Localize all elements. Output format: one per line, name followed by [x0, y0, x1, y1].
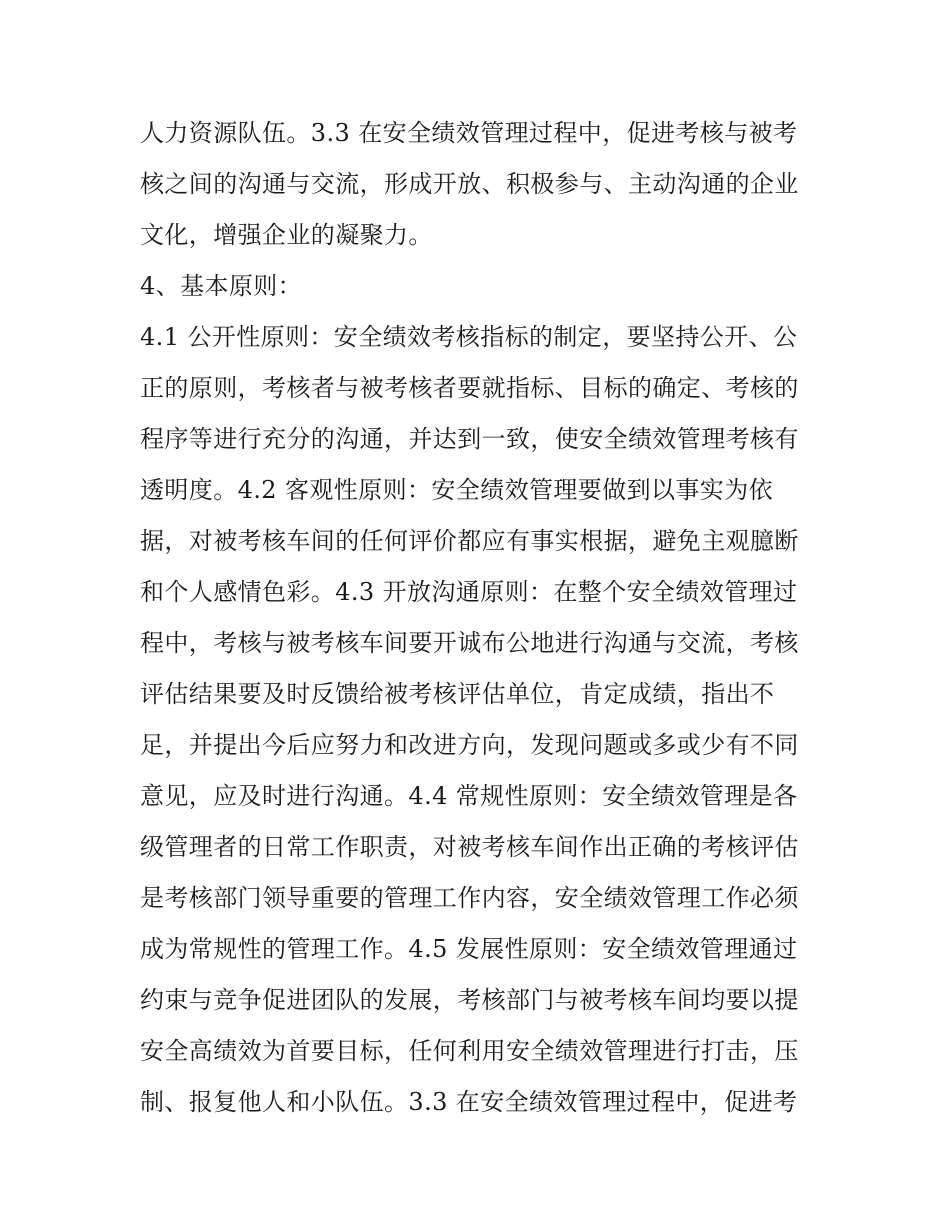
text-line: 意见，应及时进行沟通。4.4 常规性原则：安全绩效管理是各 [140, 782, 798, 810]
text-line: 核之间的沟通与交流，形成开放、积极参与、主动沟通的企业 [140, 170, 799, 198]
document-body [140, 108, 820, 1128]
text-line: 透明度。4.2 客观性原则：安全绩效管理要做到以事实为依 [140, 476, 773, 504]
text-line: 安全高绩效为首要目标，任何利用安全绩效管理进行打击，压 [140, 1037, 799, 1065]
text-line: 约束与竞争促进团队的发展，考核部门与被考核车间均要以提 [140, 986, 799, 1014]
text-line: 程序等进行充分的沟通，并达到一致，使安全绩效管理考核有 [140, 425, 799, 453]
text-line: 程中，考核与被考核车间要开诚布公地进行沟通与交流，考核 [140, 629, 799, 657]
text-line: 4.1 公开性原则：安全绩效考核指标的制定，要坚持公开、公 [140, 323, 798, 351]
text-line: 人力资源队伍。3.3 在安全绩效管理过程中，促进考核与被考 [140, 119, 798, 147]
text-line: 级管理者的日常工作职责，对被考核车间作出正确的考核评估 [140, 833, 799, 861]
text-line: 文化，增强企业的凝聚力。 [140, 221, 433, 249]
section-heading: 4、基本原则： [140, 272, 303, 300]
text-line: 和个人感情色彩。4.3 开放沟通原则：在整个安全绩效管理过 [140, 578, 798, 606]
text-line: 评估结果要及时反馈给被考核评估单位，肯定成绩，指出不 [140, 680, 775, 708]
text-line: 成为常规性的管理工作。4.5 发展性原则：安全绩效管理通过 [140, 935, 798, 963]
text-line: 制、报复他人和小队伍。3.3 在安全绩效管理过程中，促进考 [140, 1088, 798, 1116]
text-line: 是考核部门领导重要的管理工作内容，安全绩效管理工作必须 [140, 884, 799, 912]
text-line: 据，对被考核车间的任何评价都应有事实根据，避免主观臆断 [140, 527, 799, 555]
text-line: 足，并提出今后应努力和改进方向，发现问题或多或少有不同 [140, 731, 799, 759]
text-line: 正的原则，考核者与被考核者要就指标、目标的确定、考核的 [140, 374, 799, 402]
